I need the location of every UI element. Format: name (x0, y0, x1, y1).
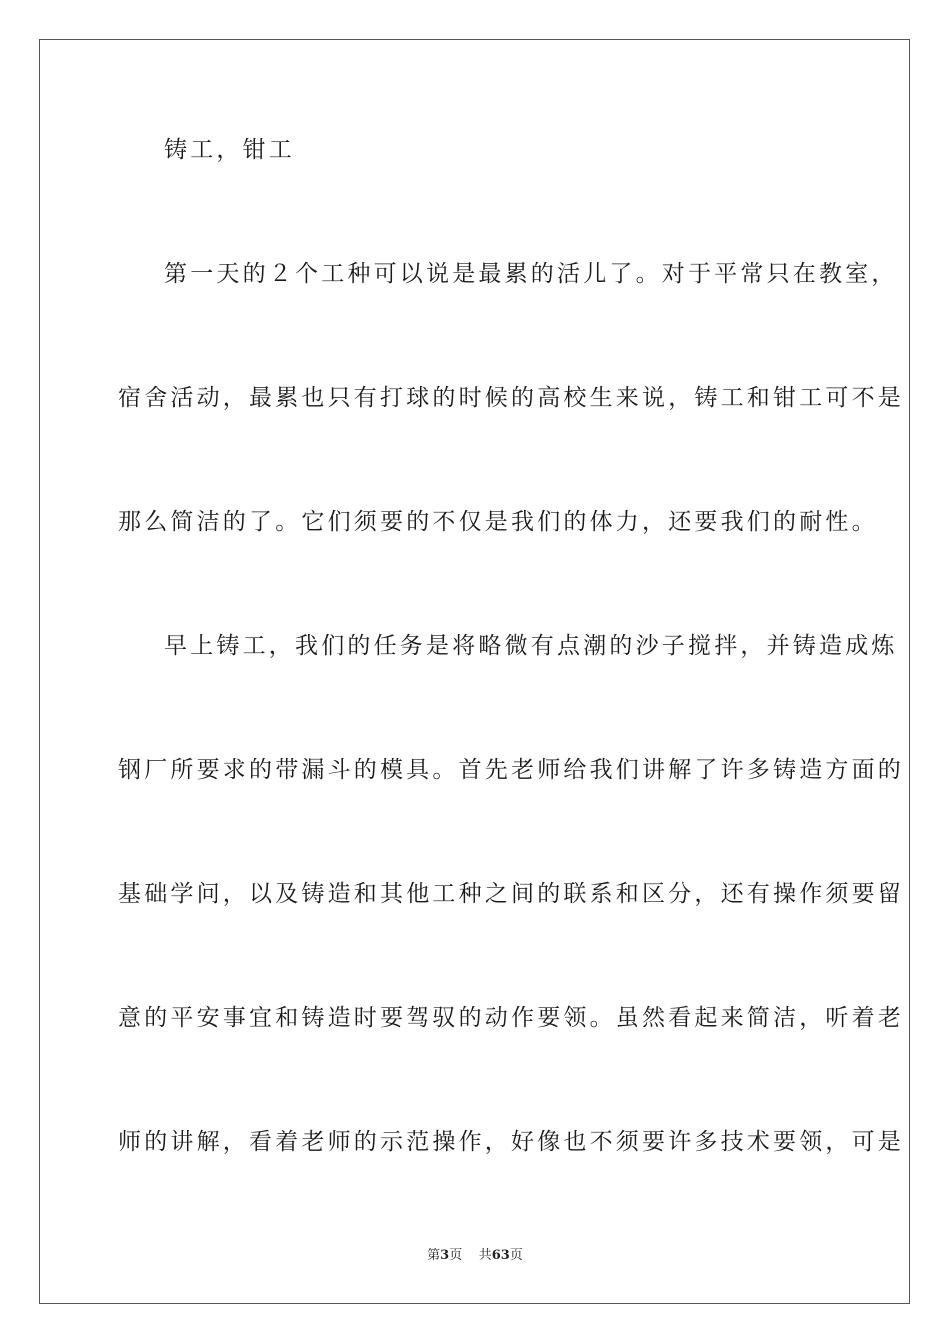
footer-total-suffix: 页 (509, 1248, 523, 1263)
footer-page-number: 3 (440, 1248, 450, 1263)
text-line-2: 第一天的２个工种可以说是最累的活儿了。对于平常只在教室， (164, 261, 898, 287)
text-line-4: 那么简洁的了。它们须要的不仅是我们的体力，还要我们的耐性。 (118, 509, 878, 535)
text-line-5: 早上铸工，我们的任务是将略微有点潮的沙子搅拌，并铸造成炼 (164, 633, 898, 659)
footer-page-suffix: 页 (449, 1248, 463, 1263)
footer-total-prefix: 共 (478, 1248, 492, 1263)
text-line-3: 宿舍活动，最累也只有打球的时候的高校生来说，铸工和钳工可不是 (118, 385, 904, 411)
text-line-6: 钢厂所要求的带漏斗的模具。首先老师给我们讲解了许多铸造方面的 (118, 757, 904, 783)
text-line-9: 师的讲解，看着老师的示范操作，好像也不须要许多技术要领，可是 (118, 1129, 904, 1155)
page-footer (0, 1247, 950, 1265)
text-line-1: 铸工，钳工 (164, 137, 295, 163)
text-line-8: 意的平安事宜和铸造时要驾驭的动作要领。虽然看起来简洁，听着老 (118, 1005, 904, 1031)
page-border (39, 39, 910, 1304)
footer-total-pages: 63 (491, 1248, 510, 1263)
footer-page-prefix: 第 (427, 1248, 441, 1263)
text-line-7: 基础学问，以及铸造和其他工种之间的联系和区分，还有操作须要留 (118, 881, 904, 907)
